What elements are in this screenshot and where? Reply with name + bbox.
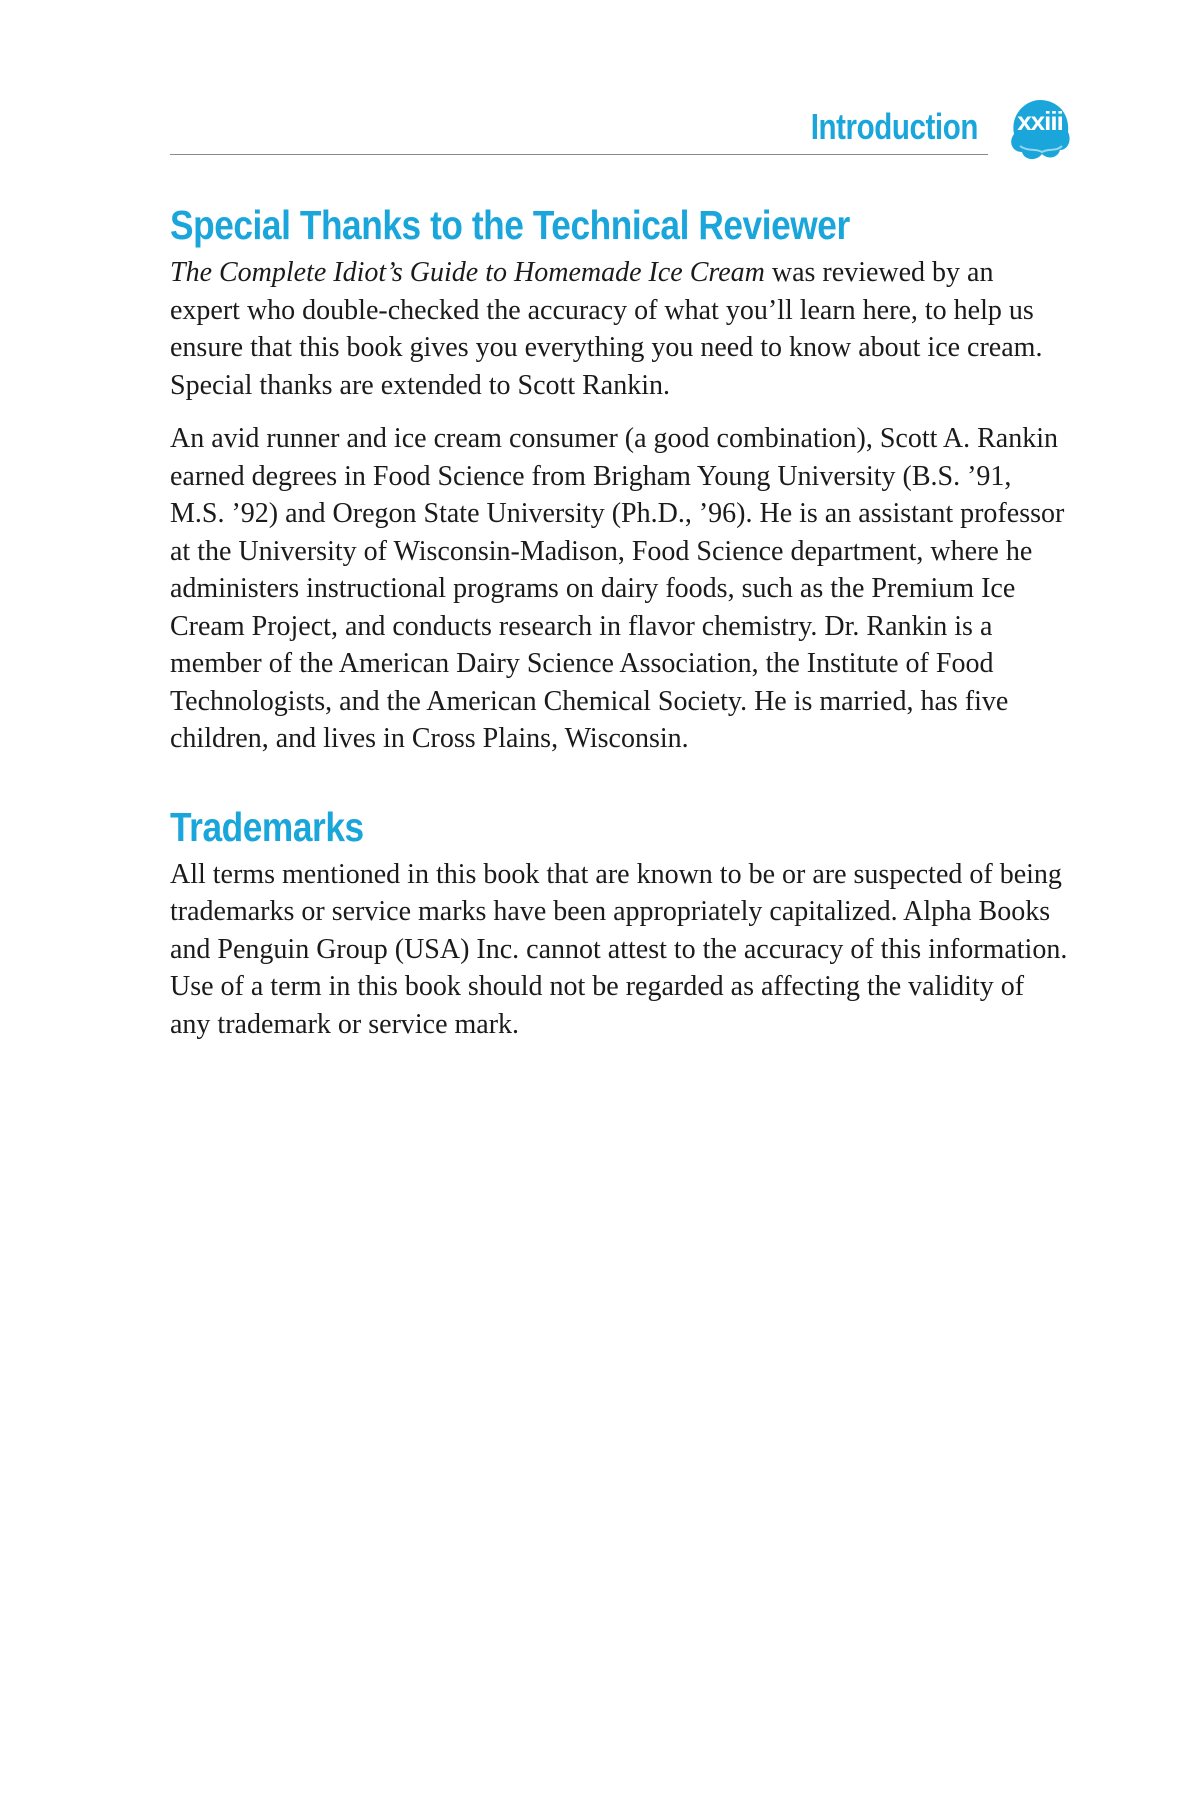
running-title: Introduction (810, 106, 978, 147)
header-rule (170, 154, 988, 155)
page-number-badge (1006, 96, 1074, 168)
page-content (170, 196, 1070, 1059)
book-title-italic: The Complete Idiot’s Guide to Homemade Ice Cream (170, 257, 765, 288)
paragraph-reviewer-intro-text: was reviewed by an expert who double-checked the accuracy of what you’ll learn here, to help us ensure that this book gives you everything you need to know about ice cream. Special thanks are extended to Scott Rankin. (170, 257, 1043, 401)
paragraph-reviewer-bio: An avid runner and ice cream consumer (a good combination), Scott A. Rankin earned degrees in Food Science from Brigham Young University (B.S. ’91, M.S. ’92) and Oregon State University (Ph.D., ’96). He is an assistant professor at the University of Wisconsin-Madison, Food Science department, where he administers instructional programs on dairy foods, such as the Premium Ice Cream Project, and conducts research in flavor chemistry. Dr. Rankin is a member of the American Dairy Science Association, the Institute of Food Technologists, and the American Chemical Society. He is married, has five children, and lives in Cross Plains, Wisconsin. (170, 423, 1065, 754)
running-head (170, 96, 1070, 168)
page-number: xxiii (1017, 106, 1063, 136)
section-heading-technical-reviewer: Special Thanks to the Technical Reviewer (170, 202, 850, 248)
paragraph-reviewer-intro (170, 254, 1070, 404)
paragraph-trademarks: All terms mentioned in this book that are known to be or are suspected of being trademarks or service marks have been appropriately capitalized. Alpha Books and Penguin Group (USA) Inc. cannot attest to the accuracy of this information. Use of a term in this book should not be regarded as affecting the validity of any trademark or service mark. (170, 858, 1068, 1040)
section-heading-trademarks: Trademarks (170, 803, 364, 850)
